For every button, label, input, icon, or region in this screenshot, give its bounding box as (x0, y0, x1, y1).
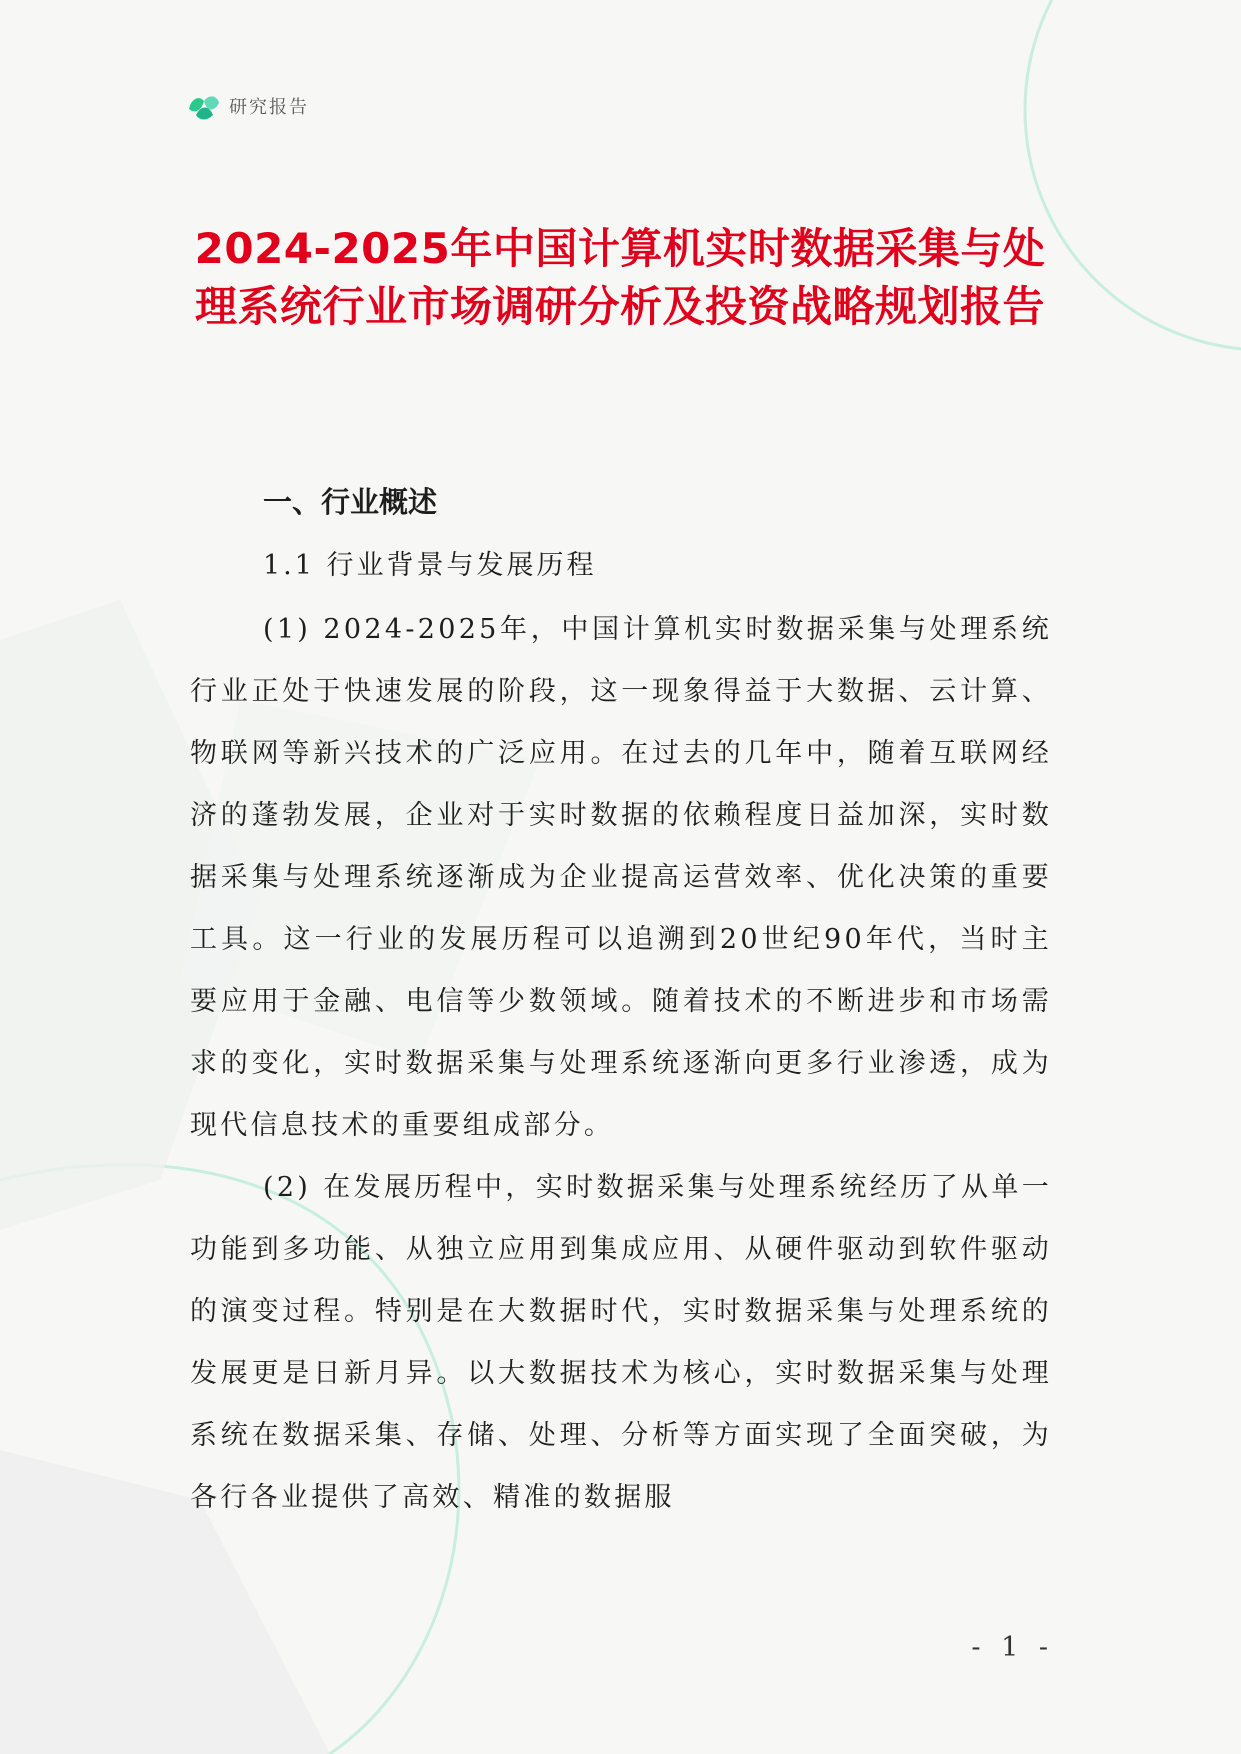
section-heading: 一、行业概述 (263, 485, 438, 519)
paragraph-2: (2) 在发展历程中，实时数据采集与处理系统经历了从单一功能到多功能、从独立应用到集成应用、从硬件驱动到软件驱动的演变过程。特别是在大数据时代，实时数据采集与处理系统的发展更是日新月异。以大数据技术为核心，实时数据采集与处理系统在数据采集、存储、处理、分析等方面实现了全面突破，为各行各业提供了高效、精准的数据服 (190, 1172, 1052, 1513)
subsection-heading: 1.1 行业背景与发展历程 (263, 550, 597, 581)
brand-header (187, 90, 309, 122)
document-title: 2024-2025年中国计算机实时数据采集与处理系统行业市场调研分析及投资战略规划报告 (194, 224, 1046, 331)
brand-label: 研究报告 (229, 97, 309, 118)
body-text (190, 599, 1052, 1529)
leaf-logo-icon (187, 91, 221, 121)
page-number: - 1 - (971, 1632, 1054, 1663)
paragraph-1: (1) 2024-2025年，中国计算机实时数据采集与处理系统行业正处于快速发展的阶段，这一现象得益于大数据、云计算、物联网等新兴技术的广泛应用。在过去的几年中，随着互联网经济的蓬勃发展，企业对于实时数据的依赖程度日益加深，实时数据采集与处理系统逐渐成为企业提高运营效率、优化决策的重要工具。这一行业的发展历程可以追溯到20世纪90年代，当时主要应用于金融、电信等少数领域。随着技术的不断进步和市场需求的变化，实时数据采集与处理系统逐渐向更多行业渗透，成为现代信息技术的重要组成部分。 (190, 614, 1052, 1141)
